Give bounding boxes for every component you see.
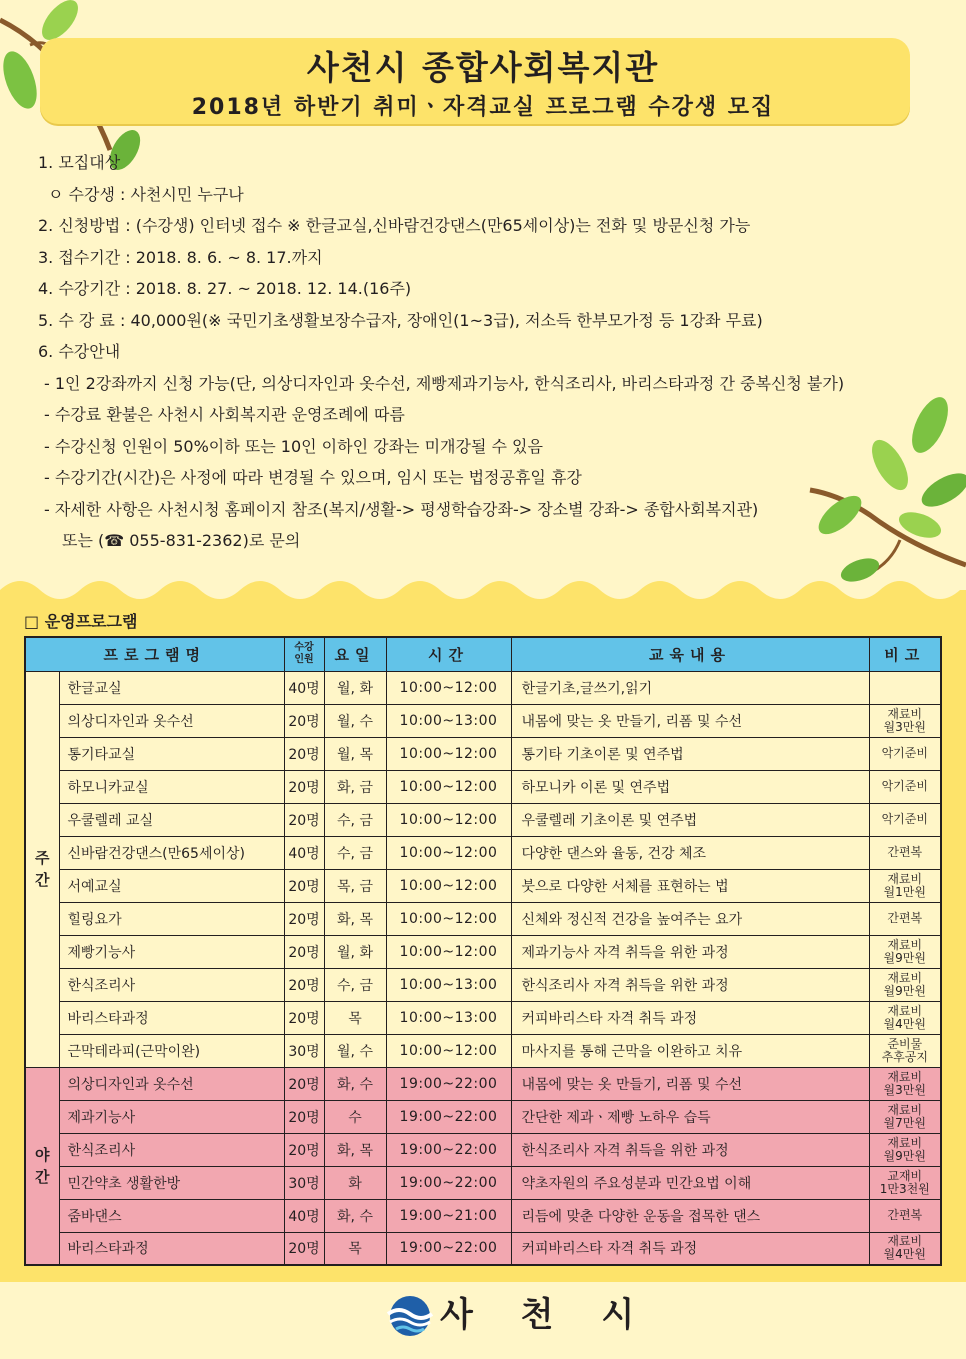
course-content: 제과기능사 자격 취득을 위한 과정 <box>511 935 869 968</box>
program-name: 한식조리사 <box>59 968 284 1001</box>
class-time: 10:00~12:00 <box>386 770 511 803</box>
page-title: 사천시 종합사회복지관 <box>306 48 660 87</box>
remarks: 간편복 <box>869 1199 941 1232</box>
enrollment-count: 20명 <box>284 1133 324 1166</box>
table-row <box>25 1034 941 1067</box>
program-name: 근막테라피(근막이완) <box>59 1034 284 1067</box>
program-name: 힐링요가 <box>59 902 284 935</box>
class-time: 19:00~22:00 <box>386 1166 511 1199</box>
remarks: 악기준비 <box>869 770 941 803</box>
day-group-label: 주 간 <box>25 671 59 1067</box>
remarks: 악기준비 <box>869 737 941 770</box>
class-time: 10:00~12:00 <box>386 1034 511 1067</box>
enrollment-count: 20명 <box>284 1100 324 1133</box>
wave-divider <box>0 560 966 620</box>
enrollment-count: 20명 <box>284 968 324 1001</box>
table-row <box>25 1001 941 1034</box>
class-time: 10:00~12:00 <box>386 935 511 968</box>
info-line: 2. 신청방법 : (수강생) 인터넷 접수 ※ 한글교실,신바람건강댄스(만65세이상)는 전화 및 방문신청 가능 <box>38 216 751 235</box>
class-days: 월, 목 <box>324 737 386 770</box>
table-header-row <box>25 637 941 671</box>
section-title: □ 운영프로그램 <box>24 612 138 631</box>
course-content: 한식조리사 자격 취득을 위한 과정 <box>511 968 869 1001</box>
course-content: 다양한 댄스와 율동, 건강 체조 <box>511 836 869 869</box>
remarks: 악기준비 <box>869 803 941 836</box>
info-line: - 수강료 환불은 사천시 사회복지관 운영조례에 따름 <box>44 405 405 424</box>
course-content: 한식조리사 자격 취득을 위한 과정 <box>511 1133 869 1166</box>
program-name: 제빵기능사 <box>59 935 284 968</box>
program-name: 한글교실 <box>59 671 284 704</box>
header-count: 수강 인원 <box>284 637 324 671</box>
program-name: 바리스타과정 <box>59 1001 284 1034</box>
class-days: 화 <box>324 1166 386 1199</box>
class-time: 19:00~22:00 <box>386 1133 511 1166</box>
table-row <box>25 1166 941 1199</box>
enrollment-count: 20명 <box>284 704 324 737</box>
course-content: 붓으로 다양한 서체를 표현하는 법 <box>511 869 869 902</box>
sacheon-logo-icon <box>382 1292 438 1340</box>
program-name: 의상디자인과 옷수선 <box>59 704 284 737</box>
table-row <box>25 935 941 968</box>
class-days: 수, 금 <box>324 836 386 869</box>
recruitment-info <box>38 148 938 558</box>
table-row <box>25 1067 941 1100</box>
info-line: 4. 수강기간 : 2018. 8. 27. ~ 2018. 12. 14.(16주) <box>38 279 412 298</box>
class-time: 10:00~12:00 <box>386 803 511 836</box>
table-row <box>25 737 941 770</box>
info-line: - 수강기간(시간)은 사정에 따라 변경될 수 있으며, 임시 또는 법정공휴일 휴강 <box>44 468 582 487</box>
course-content: 간단한 제과ㆍ제빵 노하우 습득 <box>511 1100 869 1133</box>
course-content: 커피바리스타 자격 취득 과정 <box>511 1232 869 1265</box>
course-content: 약초자원의 주요성분과 민간요법 이해 <box>511 1166 869 1199</box>
info-line: 5. 수 강 료 : 40,000원(※ 국민기초생활보장수급자, 장애인(1~3급), 저소득 한부모가정 등 1강좌 무료) <box>38 310 763 330</box>
class-time: 10:00~12:00 <box>386 902 511 935</box>
class-days: 화, 금 <box>324 770 386 803</box>
class-days: 화, 수 <box>324 1067 386 1100</box>
class-days: 월, 수 <box>324 704 386 737</box>
enrollment-count: 40명 <box>284 671 324 704</box>
class-days: 수, 금 <box>324 803 386 836</box>
table-row <box>25 671 941 704</box>
table-row <box>25 836 941 869</box>
program-name: 서예교실 <box>59 869 284 902</box>
table-row <box>25 1100 941 1133</box>
enrollment-count: 40명 <box>284 1199 324 1232</box>
class-days: 화, 목 <box>324 902 386 935</box>
remarks <box>869 671 941 704</box>
enrollment-count: 20명 <box>284 902 324 935</box>
class-time: 19:00~22:00 <box>386 1100 511 1133</box>
enrollment-count: 30명 <box>284 1166 324 1199</box>
enrollment-count: 20명 <box>284 1001 324 1034</box>
class-time: 10:00~12:00 <box>386 836 511 869</box>
info-line: - 자세한 사항은 사천시청 홈페이지 참조(복지/생활-> 평생학습강좌-> 장소별 강좌-> 종합사회복지관) <box>44 499 759 519</box>
program-name: 의상디자인과 옷수선 <box>59 1067 284 1100</box>
remarks: 재료비 월9만원 <box>869 1133 941 1166</box>
class-time: 19:00~21:00 <box>386 1199 511 1232</box>
table-row <box>25 968 941 1001</box>
info-line: - 1인 2강좌까지 신청 가능(단, 의상디자인과 옷수선, 제빵제과기능사, 한식조리사, 바리스타과정 간 중복신청 불가) <box>44 373 845 393</box>
course-content: 마사지를 통해 근막을 이완하고 치유 <box>511 1034 869 1067</box>
class-time: 10:00~13:00 <box>386 1001 511 1034</box>
class-days: 월, 화 <box>324 671 386 704</box>
table-row <box>25 1199 941 1232</box>
enrollment-count: 20명 <box>284 803 324 836</box>
remarks: 재료비 월7만원 <box>869 1100 941 1133</box>
class-time: 10:00~13:00 <box>386 704 511 737</box>
header-note: 비고 <box>869 637 941 671</box>
class-days: 목 <box>324 1232 386 1265</box>
course-content: 내몸에 맞는 옷 만들기, 리폼 및 수선 <box>511 1067 869 1100</box>
header-day: 요일 <box>324 637 386 671</box>
class-days: 목, 금 <box>324 869 386 902</box>
course-content: 리듬에 맞춘 다양한 운동을 접목한 댄스 <box>511 1199 869 1232</box>
class-days: 화, 수 <box>324 1199 386 1232</box>
class-days: 수, 금 <box>324 968 386 1001</box>
course-content: 하모니카 이론 및 연주법 <box>511 770 869 803</box>
course-content: 커피바리스타 자격 취득 과정 <box>511 1001 869 1034</box>
info-line: ㅇ 수강생 : 사천시민 누구나 <box>48 184 244 204</box>
enrollment-count: 20명 <box>284 770 324 803</box>
program-name: 한식조리사 <box>59 1133 284 1166</box>
enrollment-count: 20명 <box>284 869 324 902</box>
table-row <box>25 803 941 836</box>
enrollment-count: 30명 <box>284 1034 324 1067</box>
class-time: 10:00~12:00 <box>386 671 511 704</box>
evening-programs <box>25 1067 941 1265</box>
table-row <box>25 1133 941 1166</box>
class-time: 10:00~12:00 <box>386 737 511 770</box>
remarks: 재료비 월4만원 <box>869 1232 941 1265</box>
course-content: 신체와 정신적 건강을 높여주는 요가 <box>511 902 869 935</box>
program-name: 하모니카교실 <box>59 770 284 803</box>
class-time: 19:00~22:00 <box>386 1232 511 1265</box>
class-days: 목 <box>324 1001 386 1034</box>
class-days: 화, 목 <box>324 1133 386 1166</box>
remarks: 재료비 월9만원 <box>869 968 941 1001</box>
enrollment-count: 20명 <box>284 737 324 770</box>
remarks: 간편복 <box>869 902 941 935</box>
class-time: 10:00~12:00 <box>386 869 511 902</box>
table-row <box>25 869 941 902</box>
enrollment-count: 20명 <box>284 1067 324 1100</box>
program-name: 신바람건강댄스(만65세이상) <box>59 836 284 869</box>
program-name: 줌바댄스 <box>59 1199 284 1232</box>
course-content: 통기타 기초이론 및 연주법 <box>511 737 869 770</box>
program-name: 우쿨렐레 교실 <box>59 803 284 836</box>
class-days: 수 <box>324 1100 386 1133</box>
header-program: 프로그램명 <box>25 637 284 671</box>
header-time: 시간 <box>386 637 511 671</box>
enrollment-count: 40명 <box>284 836 324 869</box>
course-content: 우쿨렐레 기초이론 및 연주법 <box>511 803 869 836</box>
program-name: 바리스타과정 <box>59 1232 284 1265</box>
class-days: 월, 수 <box>324 1034 386 1067</box>
table-row <box>25 1232 941 1265</box>
enrollment-count: 20명 <box>284 1232 324 1265</box>
header-content: 교육내용 <box>511 637 869 671</box>
logo-text: 사 천 시 <box>440 1295 653 1335</box>
remarks: 재료비 월4만원 <box>869 1001 941 1034</box>
remarks: 재료비 월1만원 <box>869 869 941 902</box>
page-subtitle: 2018년 하반기 취미ㆍ자격교실 프로그램 수강생 모집 <box>191 95 775 120</box>
remarks: 재료비 월3만원 <box>869 1067 941 1100</box>
course-content: 내몸에 맞는 옷 만들기, 리폼 및 수선 <box>511 704 869 737</box>
course-content: 한글기초,글쓰기,읽기 <box>511 671 869 704</box>
program-name: 통기타교실 <box>59 737 284 770</box>
remarks: 재료비 월3만원 <box>869 704 941 737</box>
daytime-programs <box>25 671 941 1067</box>
enrollment-count: 20명 <box>284 935 324 968</box>
table-row <box>25 770 941 803</box>
remarks: 준비물 추후공지 <box>869 1034 941 1067</box>
remarks: 재료비 월9만원 <box>869 935 941 968</box>
class-time: 19:00~22:00 <box>386 1067 511 1100</box>
class-time: 10:00~13:00 <box>386 968 511 1001</box>
program-table <box>24 636 942 1266</box>
remarks: 간편복 <box>869 836 941 869</box>
table-row <box>25 902 941 935</box>
remarks: 교재비 1만3천원 <box>869 1166 941 1199</box>
info-line: 6. 수강안내 <box>38 342 121 361</box>
info-line: 또는 (☎ 055-831-2362)로 문의 <box>62 531 301 550</box>
program-name: 제과기능사 <box>59 1100 284 1133</box>
info-line: 1. 모집대상 <box>38 153 121 172</box>
program-name: 민간약초 생활한방 <box>59 1166 284 1199</box>
info-line: 3. 접수기간 : 2018. 8. 6. ~ 8. 17.까지 <box>38 247 323 267</box>
info-line: - 수강신청 인원이 50%이하 또는 10인 이하인 강좌는 미개강될 수 있음 <box>44 436 543 456</box>
night-group-label: 야 간 <box>25 1067 59 1265</box>
class-days: 월, 화 <box>324 935 386 968</box>
table-row <box>25 704 941 737</box>
